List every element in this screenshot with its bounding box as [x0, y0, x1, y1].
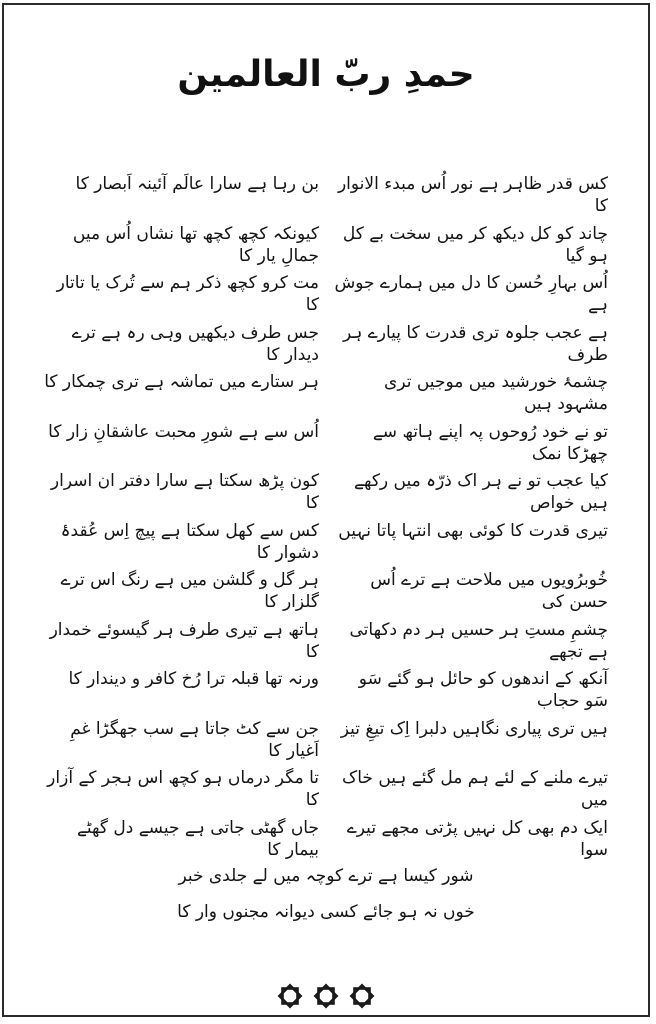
couplet	[44, 668, 608, 718]
second-hemistich: ہر ستارے میں تماشہ ہے تری چمکار کا	[44, 372, 319, 392]
couplet	[44, 371, 608, 421]
first-hemistich: آنکھ کے اندھوں کو حائل ہو گئے سَو سَو حجاب	[358, 669, 608, 711]
first-hemistich: کیا عجب تو نے ہر اک ذرّہ میں رکھے ہیں خواص	[354, 471, 608, 513]
first-hemistich: ہے عجب جلوہ تری قدرت کا پیارے ہر طرف	[343, 322, 608, 365]
second-hemistich: اُس سے ہے شورِ محبت عاشقانِ زار کا	[48, 421, 319, 442]
couplet	[44, 322, 608, 372]
eight-point-star-icon	[349, 983, 375, 1009]
first-hemistich: تیرے ملنے کے لئے ہم مل گئے ہیں خاک میں	[342, 768, 608, 810]
first-hemistich: کس قدر ظاہر ہے نور اُس مبدء الانوار کا	[337, 174, 608, 216]
eight-point-star-icon	[313, 983, 339, 1009]
second-hemistich: کون پڑھ سکتا ہے سارا دفتر ان اسرار کا	[50, 471, 319, 513]
second-hemistich: کس سے کھل سکتا ہے پیچ اِس عُقدۂ دشوار کا	[60, 520, 319, 563]
second-hemistich: جن سے کٹ جاتا ہے سب جھگڑا غمِ اَغیار کا	[70, 718, 319, 761]
second-hemistich: ہر گل و گلشن میں ہے رنگ اس ترے گلزار کا	[60, 570, 319, 612]
couplet	[44, 223, 608, 273]
second-hemistich: کیونکہ کچھ کچھ تھا نشاں اُس میں جمالِ یار کا	[72, 223, 319, 266]
first-hemistich: خُوبرُویوں میں ملاحت ہے ترے اُس حسن کی	[370, 570, 608, 612]
second-hemistich: جس طرف دیکھیں وہی رہ ہے ترے دیدار کا	[71, 322, 319, 365]
second-hemistich: ورنہ تھا قبلہ ترا رُخ کافر و دیندار کا	[68, 669, 319, 689]
couplet	[44, 173, 608, 223]
first-hemistich: چشمۂ خورشید میں موجیں تری مشہود ہیں	[384, 372, 608, 414]
couplet-list	[44, 173, 608, 866]
couplet	[44, 272, 608, 322]
first-hemistich: تیری قدرت کا کوئی بھی انتہا پاتا نہیں	[338, 520, 608, 541]
first-hemistich: چشمِ مستِ ہر حسیں ہر دم دکھاتی ہے تجھے	[349, 619, 608, 662]
couplet	[44, 817, 608, 867]
second-hemistich: مت کرو کچھ ذکر ہم سے تُرک یا تاتار کا	[56, 273, 319, 315]
eight-point-star-icon	[277, 983, 303, 1009]
couplet	[44, 619, 608, 669]
closing-line: خوں نہ ہو جائے کسی دیوانہ مجنوں وار کا	[177, 902, 475, 922]
couplet	[44, 421, 608, 471]
ornament-row	[4, 983, 648, 1009]
first-hemistich: چاند کو کل دیکھ کر میں سخت بے کل ہو گیا	[342, 223, 608, 266]
first-hemistich: ایک دم بھی کل نہیں پڑتی مجھے تیرے سوا	[346, 817, 608, 860]
couplet	[44, 569, 608, 619]
couplet	[44, 767, 608, 817]
first-hemistich: ہیں تری پیاری نگاہیں دلبرا اِک تیغِ تیز	[340, 718, 608, 739]
second-hemistich: تا مگر درماں ہو کچھ اس ہجر کے آزار کا	[47, 768, 319, 810]
couplet	[44, 520, 608, 570]
closing-couplet	[44, 865, 608, 937]
page-title: حمدِ ربّ العالمین	[177, 54, 475, 95]
couplet	[44, 470, 608, 520]
second-hemistich: ہاتھ ہے تیری طرف ہر گیسوئے خمدار کا	[49, 619, 319, 662]
second-hemistich: جاں گھٹی جاتی ہے جیسے دل گھٹے بیمار کا	[76, 817, 319, 860]
page-frame	[2, 3, 650, 1017]
first-hemistich: اُس بہارِ حُسن کا دل میں ہمارے جوش ہے	[334, 273, 608, 315]
couplet	[44, 718, 608, 768]
first-hemistich: تو نے خود رُوحوں پہ اپنے ہاتھ سے چھڑکا نمک	[372, 421, 608, 464]
closing-line: شور کیسا ہے ترے کوچہ میں لے جلدی خبر	[178, 866, 474, 886]
second-hemistich: بن رہا ہے سارا عالَم آئینہ اَبصار کا	[75, 174, 319, 194]
